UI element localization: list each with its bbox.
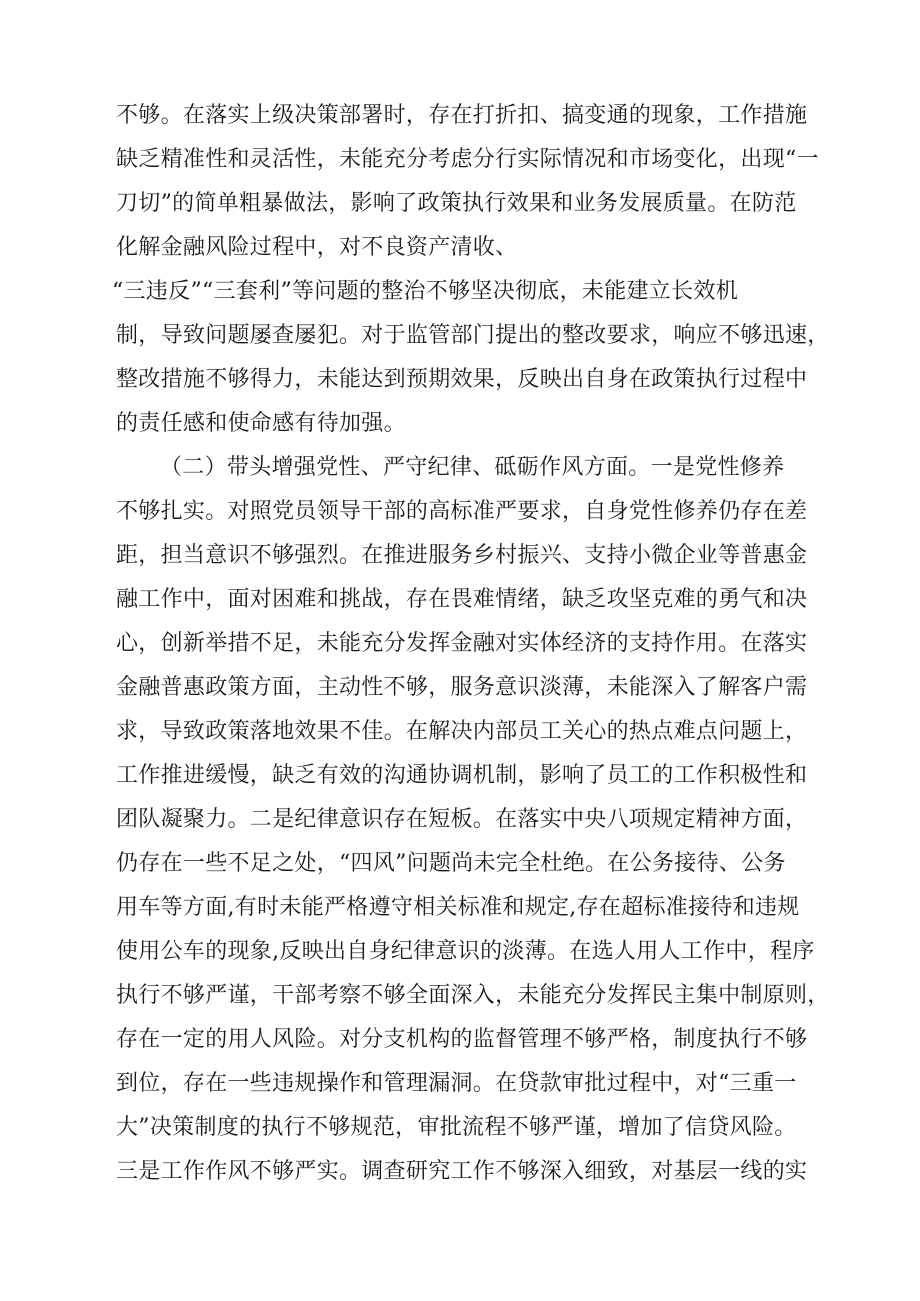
text-line: 的责任感和使命感有待加强。 (116, 411, 406, 436)
text-line: 到位，存在一些违规操作和管理漏洞。在贷款审批过程中，对“三重一 (116, 1071, 797, 1096)
text-line: 距，担当意识不够强烈。在推进服务乡村振兴、支持小微企业等普惠金 (116, 543, 808, 568)
text-line: 化解金融风险过程中，对不良资产清收、 (116, 235, 518, 260)
text-line: 整改措施不够得力，未能达到预期效果，反映出自身在政策执行过程中 (116, 367, 808, 392)
text-line: 心，创新举措不足，未能充分发挥金融对实体经济的支持作用。在落实 (116, 631, 808, 656)
text-line: 三是工作作风不够严实。调查研究工作不够深入细致，对基层一线的实 (116, 1159, 808, 1184)
section-heading-line: （二）带头增强党性、严守纪律、砥砺作风方面。一是党性修养 (160, 455, 785, 480)
text-line: 不够扎实。对照党员领导干部的高标准严要求，自身党性修养仍存在差 (116, 499, 808, 524)
text-line: 团队凝聚力。二是纪律意识存在短板。在落实中央八项规定精神方面， (116, 807, 808, 832)
text-line: 用车等方面,有时未能严格遵守相关标准和规定,存在超标准接待和违规 (116, 895, 800, 920)
text-line: 求，导致政策落地效果不佳。在解决内部员工关心的热点难点问题上， (116, 719, 808, 744)
text-line: 大”决策制度的执行不够规范，审批流程不够严谨，增加了信贷风险。 (116, 1115, 797, 1140)
text-line: 金融普惠政策方面，主动性不够，服务意识淡薄，未能深入了解客户需 (116, 675, 808, 700)
text-line: 融工作中，面对困难和挑战，存在畏难情绪，缺乏攻坚克难的勇气和决 (116, 587, 808, 612)
text-line: 使用公车的现象,反映出自身纪律意识的淡薄。在选人用人工作中，程序 (116, 939, 815, 964)
text-line: 制，导致问题屡查屡犯。对于监管部门提出的整改要求，响应不够迅速， (116, 323, 830, 348)
text-line: 工作推进缓慢，缺乏有效的沟通协调机制，影响了员工的工作积极性和 (116, 763, 808, 788)
text-line: “三违反”“三套利”等问题的整治不够坚决彻底，未能建立长效机 (112, 279, 738, 304)
text-line: 缺乏精准性和灵活性，未能充分考虑分行实际情况和市场变化，出现“一 (116, 147, 819, 172)
text-line: 不够。在落实上级决策部署时，存在打折扣、搞变通的现象，工作措施 (116, 103, 808, 128)
text-line: 存在一定的用人风险。对分支机构的监督管理不够严格，制度执行不够 (116, 1027, 808, 1052)
text-line: 刀切”的简单粗暴做法，影响了政策执行效果和业务发展质量。在防范 (116, 191, 797, 216)
text-line: 执行不够严谨，干部考察不够全面深入，未能充分发挥民主集中制原则， (116, 983, 830, 1008)
text-line: 仍存在一些不足之处，“四风”问题尚未完全杜绝。在公务接待、公务 (116, 851, 786, 876)
